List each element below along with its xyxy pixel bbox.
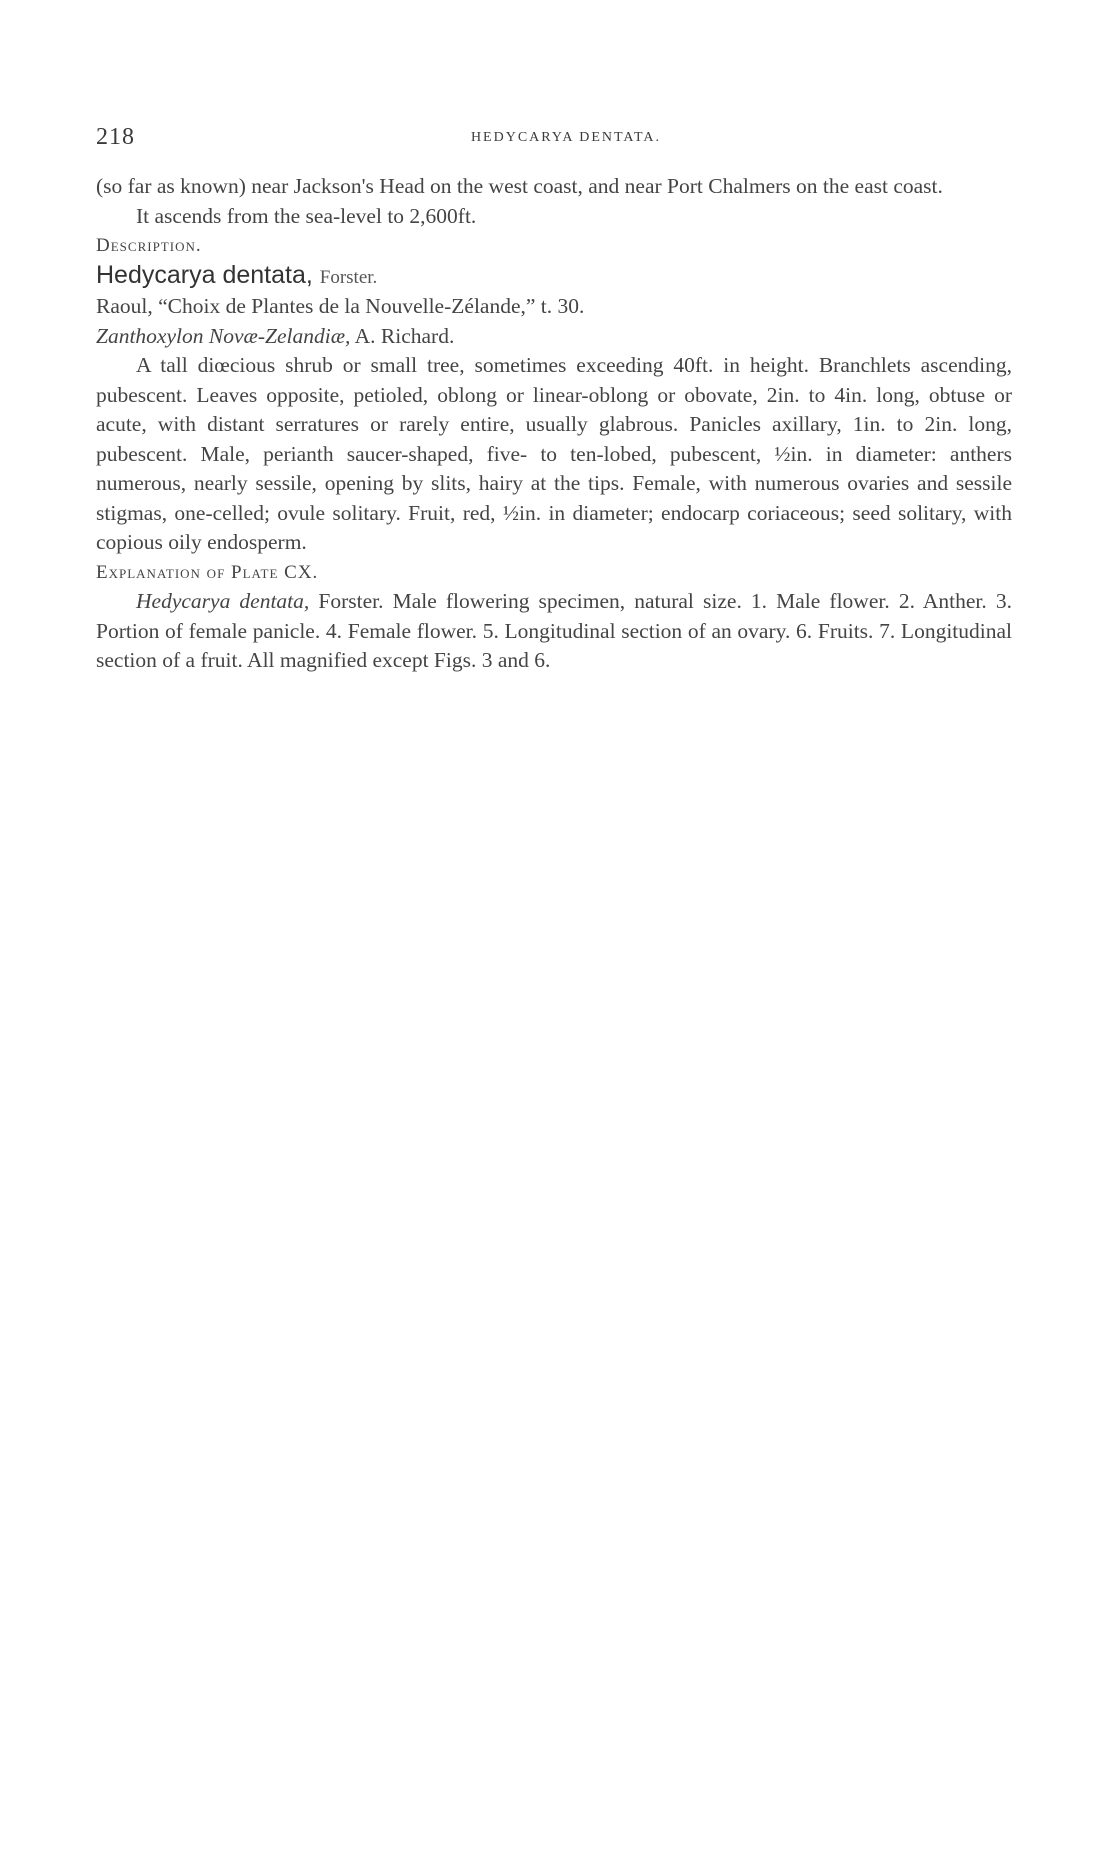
species-line [96,261,1012,293]
reference-line: Raoul, “Choix de Plantes de la Nouvelle-Zélande,” t. 30. [96,294,585,318]
plate-explanation-text: Forster. Male flowering specimen, natural size. 1. Male flower. 2. Anther. 3. Portion of female panicle. 4. Female flower. 5. Longitudinal section of an ovary. 6. Fruits. 7. Longitudinal section of a fruit. All magnified except Figs. 3 and 6. [96,589,1012,672]
description-heading: Description. [96,235,202,256]
synonym-name: Zanthoxylon Novæ-Zelandiæ, [96,323,351,348]
synonym-line [96,322,1012,352]
page-number: 218 [96,124,135,150]
body-text [96,172,1012,676]
synonym-author: A. Richard. [354,323,455,348]
plate-explanation-paragraph [96,587,1012,676]
running-title: HEDYCARYA DENTATA. [470,130,662,145]
description-paragraph: A tall diœcious shrub or small tree, sometimes exceeding 40ft. in height. Branchlets ascending, pubescent. Leaves opposite, petioled, oblong or linear-oblong or obovate, 2in. to 4in. long, obtuse or acute, with distant serratures or rarely entire, usually glabrous. Panicles axillary, 1in. to 2in. long, pubescent. Male, perianth saucer-shaped, five- to ten-lobed, pubescent, ½in. in diameter: anthers numerous, nearly sessile, opening by slits, hairy at the tips. Female, with numerous ovaries and sessile stigmas, one-celled; ovule solitary. Fruit, red, ½in. in diameter; endocarp coriaceous; seed solitary, with copious oily endosperm. [96,353,1012,554]
plate-explanation-heading: Explanation of Plate CX. [96,561,319,583]
species-author: Forster. [319,266,378,288]
intro-paragraph-2: It ascends from the sea-level to 2,600ft. [136,203,477,228]
intro-paragraph-1: (so far as known) near Jackson's Head on the west coast, and near Port Chalmers on the east coast. [96,174,943,198]
running-header [96,124,1036,154]
species-name: Hedycarya dentata, [96,260,313,289]
plate-species-name: Hedycarya dentata, [136,589,310,613]
